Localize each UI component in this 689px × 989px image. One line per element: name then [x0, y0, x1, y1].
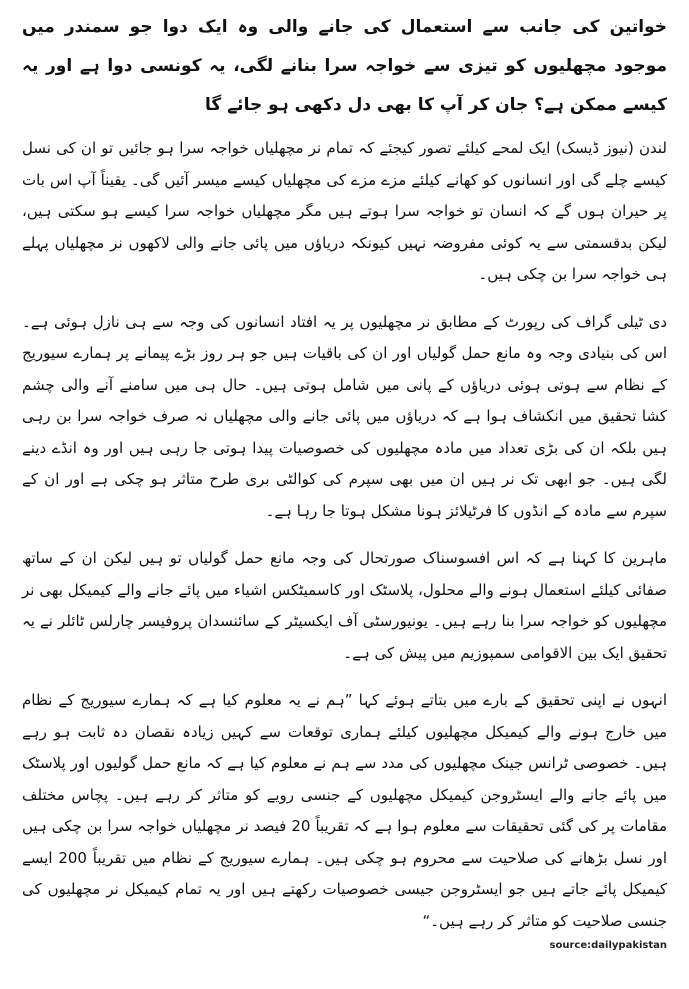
paragraph-intro: لندن (نیوز ڈیسک) ایک لمحے کیلئے تصور کیجئے کہ تمام نر مچھلیاں خواجہ سرا ہو جائیں تو ان کی نسل کیسے چلے گی اور انسانوں کو کھانے کیلئے مزے مزے کی مچھلیاں کیسے میسر آئیں گی۔ یقیناً آپ اس بات پر حیران ہوں گے کہ انسان تو خواجہ سرا ہوتے ہیں مگر مچھلیاں خواجہ سرا کیسے ہو سکتی ہیں، لیکن بدقسمتی سے یہ کوئی مفروضہ نہیں کیونکہ دریاؤں میں پائی جانے والی لاکھوں نر مچھلیاں پہلے ہی خواجہ سرا بن چکی ہیں۔	[22, 139, 667, 283]
paragraph-telegraph-report: دی ٹیلی گراف کی رپورٹ کے مطابق نر مچھلیوں پر یہ افتاد انسانوں کی وجہ سے ہی نازل ہوئی ہے۔ اس کی بنیادی وجہ وہ مانع حمل گولیاں اور ان کی باقیات ہیں جو ہر روز بڑے پیمانے پر ہمارے سیوریج کے نظام سے ہوتی ہوئی دریاؤں کے پانی میں شامل ہوتی ہیں۔ حال ہی میں سامنے آنے والی چشم کشا تحقیق میں انکشاف ہوا ہے کہ دریاؤں میں پائی جانے والی مچھلیاں نہ صرف خواجہ سرا بن رہی ہیں بلکہ ان کی بڑی تعداد میں مادہ مچھلیوں کی خصوصیات پیدا ہوتی جا رہی ہیں اور وہ انڈے دینے لگی ہیں۔ جو ابھی تک نر ہیں ان میں بھی سپرم کی کوالٹی بری طرح متاثر ہو چکی ہے اور ان کے سپرم سے مادہ کے انڈوں کا فرٹیلائز ہونا مشکل ہوتا جا رہا ہے۔	[22, 312, 667, 520]
paragraph-research-quote: انہوں نے اپنی تحقیق کے بارے میں بتاتے ہوئے کہا ”ہم نے یہ معلوم کیا ہے کہ ہمارے سیوریج کے نظام میں خارج ہونے والے کیمیکل مچھلیوں کیلئے ہماری توقعات سے کہیں زیادہ نقصان دہ ثابت ہو رہے ہیں۔ خصوصی ٹرانس جینک مچھلیوں کی مدد سے ہم نے معلوم کیا ہے کہ مانع حمل گولیوں اور پلاسٹک میں پائے جانے والے ایسٹروجن کیمیکل مچھلیوں کے جنسی رویے کو متاثر کر رہے ہیں۔ پچاس مختلف مقامات پر کی گئی تحقیقات سے معلوم ہوا ہے کہ تقریباً 20 فیصد نر مچھلیاں خواجہ سرا بن چکی ہیں اور نسل بڑھانے کی صلاحیت سے محروم ہو چکی ہیں۔ ہمارے سیوریج کے نظام میں تقریباً 200 ایسے کیمیکل پائے جاتے ہیں جو ایسٹروجن جیسی خصوصیات رکھتے ہیں اور یہ تمام کیمیکل نر مچھلیوں کی جنسی صلاحیت کو متاثر کر رہے ہیں۔“	[22, 691, 668, 930]
paragraph-experts: ماہرین کا کہنا ہے کہ اس افسوسناک صورتحال کی وجہ مانع حمل گولیاں تو ہیں لیکن ان کے ساتھ صفائی کیلئے استعمال ہونے والے محلول، پلاسٹک اور کاسمیٹکس اشیاء میں پائے جانے والے کیمیکل بھی نر مچھلیوں کو خواجہ سرا بنا رہے ہیں۔ یونیورسٹی آف ایکسیٹر کے سائنسدان پروفیسر چارلس ٹائلر نے یہ تحقیق ایک بین الاقوامی سمپوزیم میں پیش کی ہے۔	[22, 549, 667, 662]
article	[22, 8, 667, 937]
source-credit: source:dailypakistan	[549, 940, 667, 951]
article-headline: خواتین کی جانب سے استعمال کی جانے والی وہ ایک دوا جو سمندر میں موجود مچھلیوں کو تیزی سے خواجہ سرا بنانے لگی، یہ کونسی دوا ہے اور یہ کیسے ممکن ہے؟ جان کر آپ کا بھی دل دکھی ہو جائے گا	[22, 17, 667, 115]
